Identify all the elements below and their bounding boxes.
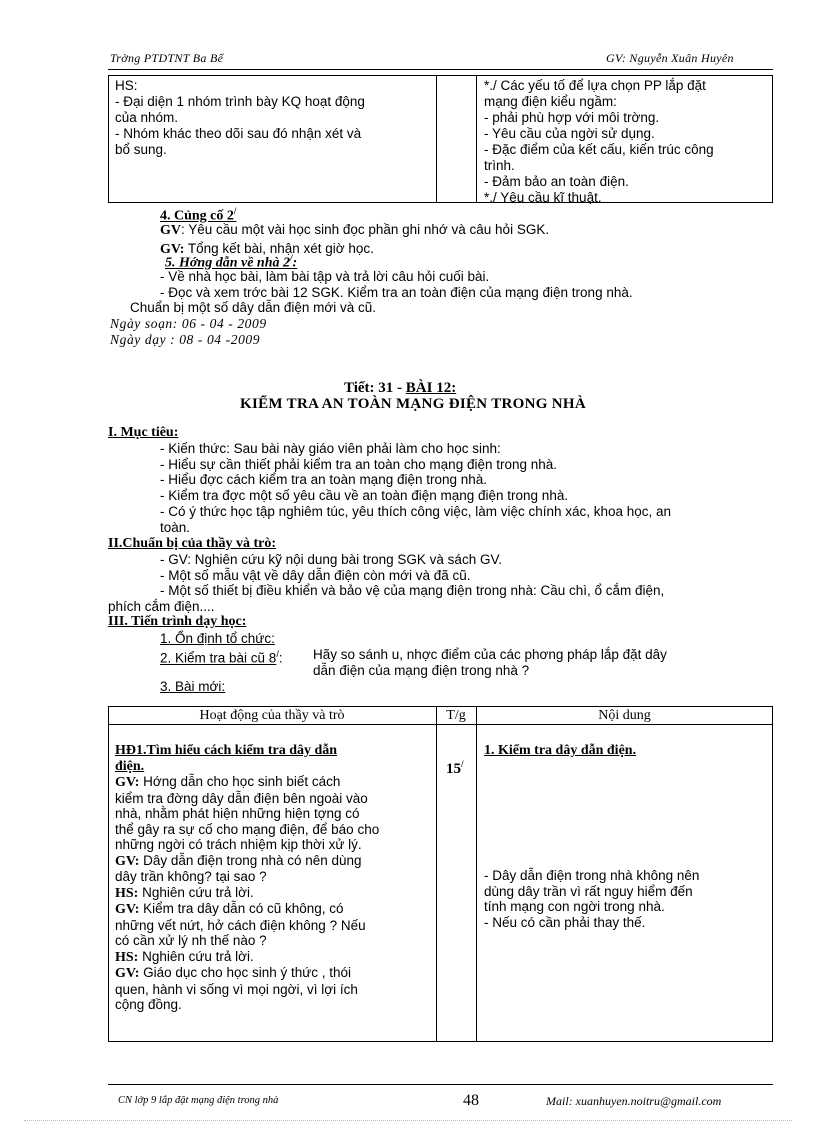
activity-line: GV: Kiểm tra dây dẫn có cũ không, có [115,901,344,917]
top-right-line: - phải phù hợp với môi trờng. [484,110,660,125]
activity-line: GV: Dây dẫn điện trong nhà có nên dùng [115,852,362,869]
activity-title [115,743,337,775]
activity-line: thể gây ra sự cố cho mạng điện, để báo cho [115,821,380,837]
footer-rule [108,1084,773,1085]
header-teacher: GV: Nguyễn Xuân Huyên [606,51,734,65]
content-line: - Nếu có cần phải thay thế. [484,914,646,930]
activity-line: nhà, nhằm phát hiện những hiện tợng có [115,806,360,821]
preparation-body [160,552,664,599]
activity-line: HS: Nghiên cứu trả lời. [115,884,254,901]
gv-label: GV: [160,241,185,257]
activity-title-line: HĐ1.Tìm hiểu cách kiểm tra dây dẫn [115,743,338,758]
objective-line: - Kiểm tra đợc một số yêu cầu về an toàn điện mạng điện trong nhà. [160,488,569,504]
header-time: T/g [446,708,466,723]
activity-line: cộng đồng. [115,997,182,1012]
preparation-line: - GV: Nghiên cứu kỹ nội dung bài trong SGK và sách GV. [160,552,502,567]
content-line: tính mạng con ngời trong nhà. [484,899,665,914]
preparation-line: - Một số thiết bị điều khiển và bảo vệ của mạng điện trong nhà: Cầu chì, ổ cắm điện, [160,583,665,599]
homework-line: - Về nhà học bài, làm bài tập và trả lời câu hỏi cuối bài. [160,269,490,284]
activity-line: dây trần không? tại sao ? [115,869,267,884]
process-step2-label: 2. Kiểm tra bài cũ 8/: [160,649,283,666]
process-step3: 3. Bài mới: [160,679,226,694]
header-school: Trờng PTDTNT Ba Bể [110,51,224,65]
top-right-line: - Đảm bảo an toàn điện. [484,174,629,189]
objective-line: - Có ý thức học tập nghiêm túc, yêu thích công việc, làm việc chính xác, khoa học, an [160,503,672,519]
main-table-header-rule [108,724,773,725]
preparation-heading: II.Chuẩn bị của thầy và trò: [108,536,277,551]
activity-line: GV: Hớng dẫn cho học sinh biết cách [115,774,341,790]
objectives-heading: I. Mục tiêu: [108,425,179,440]
footer-left: CN lớp 9 lắp đặt mạng điện trong nhà [118,1095,279,1106]
objectives-body [160,441,671,535]
top-right-line: *./ Yêu cầu kĩ thuật. [484,190,602,205]
objective-line: - Kiến thức: Sau bài này giáo viên phải làm cho học sinh: [160,441,501,456]
top-left-line: bổ sung. [115,142,167,157]
date-prepared: Ngày soạn: 06 - 04 - 2009 [110,316,267,331]
lesson-title: KIỂM TRA AN TOÀN MẠNG ĐIỆN TRONG NHÀ [240,396,586,412]
homework-line: Chuẩn bị một số dây dẫn điện mới và cũ. [130,300,376,315]
homework-heading: 5. Hớng dẫn về nhà 2/: [165,253,298,271]
content-line: - Dây dẫn điện trong nhà không nên [484,868,700,883]
top-table-right-cell [484,78,714,206]
consolidation-body [160,222,549,257]
process-heading: III. Tiến trình dạy học: [108,614,247,629]
objective-line: - Hiểu sự cần thiết phải kiểm tra an toàn cho mạng điện trong nhà. [160,456,558,472]
top-table-divider-1 [436,75,437,203]
top-table-divider-2 [476,75,477,203]
top-table-left-cell [115,78,365,158]
activity-body [115,774,379,1013]
activity-line: có cần xử lý nh thế nào ? [115,933,267,948]
top-left-line: HS: [115,78,138,93]
activity-line: những vết nứt, hở cách điện không ? Nếu [115,917,366,933]
page-edge-dots [24,1120,792,1121]
page-number: 48 [463,1092,479,1109]
date-taught: Ngày dạy : 08 - 04 -2009 [110,332,261,347]
top-left-line: của nhóm. [115,110,179,125]
content-body [484,868,699,930]
consolidation-gv1: : Yêu cầu một vài học sinh đọc phần ghi nhớ và câu hỏi SGK. [181,222,550,237]
consolidation-heading: 4. Củng cố 2/ [160,206,237,224]
activity-time: 15/ [446,759,464,777]
preparation-line: phích cắm điện.... [108,599,215,614]
top-right-line: - Đặc điểm của kết cấu, kiến trúc công [484,142,714,157]
top-right-line: *./ Các yếu tố để lựa chọn PP lắp đặt [484,78,706,93]
activity-line: GV: Giáo dục cho học sinh ý thức , thói [115,965,352,981]
top-left-line: - Nhóm khác theo dõi sau đó nhận xét và [115,126,362,141]
homework-line: - Đọc và xem trớc bài 12 SGK. Kiểm tra an toàn điện của mạng điện trong nhà. [160,284,633,300]
preparation-last [108,599,215,615]
activity-line: quen, hành vi sống vì mọi ngời, vì lợi ích [115,981,358,997]
homework-body [160,269,633,300]
gv-label: GV [160,223,181,238]
process-step1: 1. Ổn định tổ chức: [160,631,275,646]
footer-mail: Mail: xuanhuyen.noitru@gmail.com [546,1094,722,1108]
top-right-line: mạng điện kiểu ngầm: [484,94,617,109]
header-content: Nội dung [598,708,651,723]
question-line: Hãy so sánh u, nhợc điểm của các phơng pháp lắp đặt dây [313,647,667,662]
objective-line: - Hiểu đợc cách kiểm tra an toàn mạng điện trong nhà. [160,472,488,488]
preparation-line: - Một số mẫu vật về dây dẫn điện còn mới và đã cũ. [160,567,471,583]
homework-last [130,300,376,316]
consolidation-gv2: Tổng kết bài, nhận xét giờ học. [184,240,374,256]
top-right-line: trình. [484,158,515,173]
lesson-number: Tiết: 31 - BÀI 12: [344,380,457,396]
activity-line: kiểm tra đờng dây dẫn điện bên ngoài vào [115,790,368,806]
activity-line: những ngời có trách nhiệm kịp thời xử lý. [115,837,362,852]
activity-title-line: điện. [115,759,145,774]
main-table-divider-1 [436,706,437,1042]
lesson-bai: BÀI 12: [405,380,457,396]
header-rule [108,69,773,70]
content-title: 1. Kiểm tra dây dẫn điện. [484,743,637,758]
process-step2-question [313,647,667,678]
top-right-line: - Yêu cầu của ngời sử dụng. [484,126,655,141]
question-line: dẫn điện của mạng điện trong nhà ? [313,662,530,678]
main-table-divider-2 [476,706,477,1042]
activity-line: HS: Nghiên cứu trả lời. [115,948,254,965]
content-line: dùng dây trần vì rất nguy hiểm đến [484,883,693,899]
top-left-line: - Đại diện 1 nhóm trình bày KQ hoạt động [115,94,365,109]
objective-line: toàn. [160,519,191,535]
header-activity: Hoạt động của thầy và trò [199,708,345,723]
